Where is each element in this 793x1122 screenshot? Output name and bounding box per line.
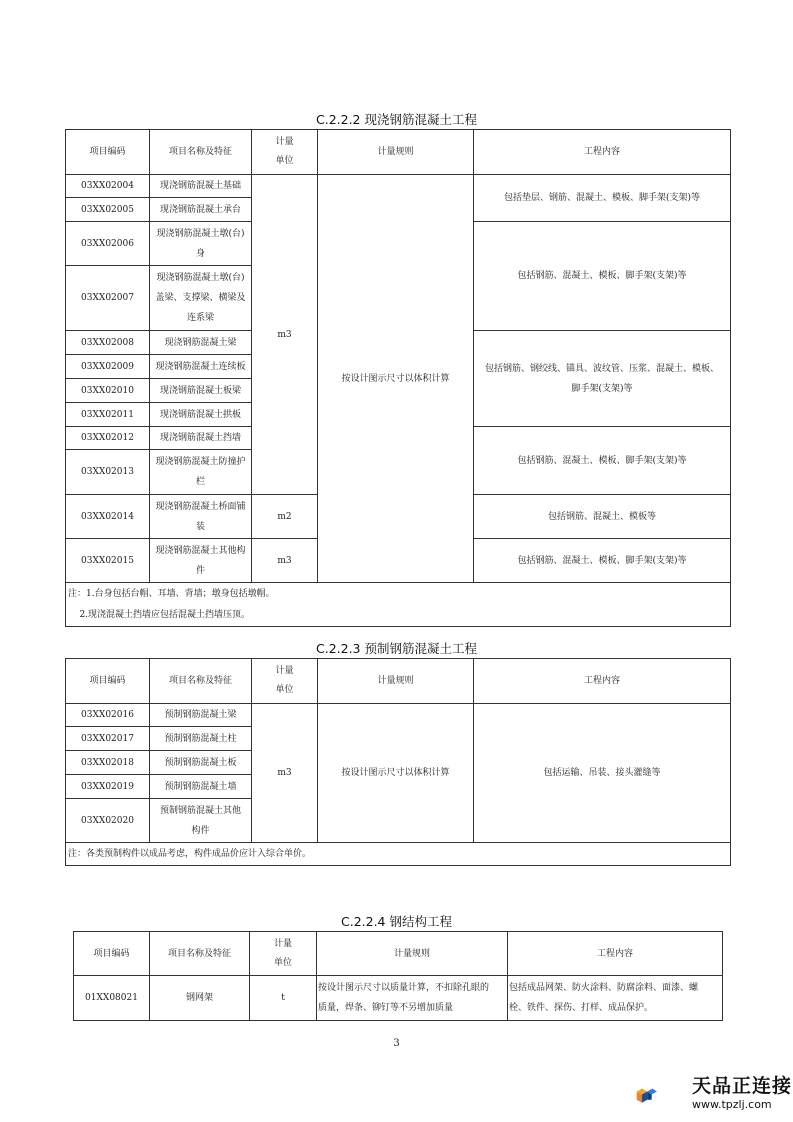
row-code: 03XX02012: [66, 427, 150, 450]
header-rule: 计量规则: [317, 932, 508, 976]
row-code: 03XX02020: [66, 799, 150, 843]
unit-cell: m3: [252, 539, 318, 583]
header-code: 项目编码: [74, 932, 150, 976]
row-code: 03XX02005: [66, 198, 150, 222]
header-code: 项目编码: [66, 659, 150, 704]
row-name: 现浇钢筋混凝土墩(台) 盖梁、支撑梁、横梁及 连系梁: [150, 266, 252, 331]
header-unit: 计量 单位: [252, 659, 318, 704]
content-cell: 包括垫层、钢筋、混凝土、模板、脚手架(支架)等: [474, 175, 731, 222]
row-name: 现浇钢筋混凝土防撞护 栏: [150, 450, 252, 495]
row-code: 01XX08021: [74, 976, 150, 1021]
row-code: 03XX02018: [66, 751, 150, 775]
row-code: 03XX02011: [66, 403, 150, 427]
unit-cell: m3: [252, 175, 318, 495]
table-cast-in-place: [65, 129, 731, 627]
row-name: 现浇钢筋混凝土板梁: [150, 379, 252, 403]
row-name: 现浇钢筋混凝土连续板: [150, 355, 252, 379]
row-code: 03XX02013: [66, 450, 150, 495]
rule-cell: 按设计图示尺寸以体积计算: [318, 704, 474, 843]
header-content: 工程内容: [474, 659, 731, 704]
note-line: 2.现浇混凝土挡墙应包括混凝土挡墙压顶。: [68, 609, 251, 620]
row-code: 03XX02014: [66, 495, 150, 539]
row-name: 现浇钢筋混凝土其他构 件: [150, 539, 252, 583]
header-unit: 计量 单位: [250, 932, 317, 976]
content-cell: 包括钢筋、钢绞线、锚具、波纹管、压浆、混凝土、模板、 脚手架(支架)等: [474, 331, 731, 427]
row-code: 03XX02004: [66, 175, 150, 198]
row-code: 03XX02016: [66, 704, 150, 727]
row-code: 03XX02010: [66, 379, 150, 403]
header-rule: 计量规则: [318, 659, 474, 704]
row-name: 预制钢筋混凝土墙: [150, 775, 252, 799]
unit-cell: t: [250, 976, 317, 1021]
header-rule: 计量规则: [318, 130, 474, 175]
row-name: 现浇钢筋混凝土拱板: [150, 403, 252, 427]
row-name: 预制钢筋混凝土梁: [150, 704, 252, 727]
content-cell: 包括钢筋、混凝土、模板、脚手架(支架)等: [474, 222, 731, 331]
header-content: 工程内容: [474, 130, 731, 175]
table-steel: [73, 931, 723, 1021]
row-code: 03XX02015: [66, 539, 150, 583]
row-name: 预制钢筋混凝土板: [150, 751, 252, 775]
row-code: 03XX02008: [66, 331, 150, 355]
rule-cell: 按设计图示尺寸以质量计算，不扣除孔眼的 质量，焊条、铆钉等不另增加质量: [317, 976, 508, 1021]
table-note: 注：各类预制构件以成品考虑，构件成品价应计入综合单价。: [66, 843, 731, 866]
content-cell: 包括钢筋、混凝土、模板、脚手架(支架)等: [474, 539, 731, 583]
row-name: 现浇钢筋混凝土基础: [150, 175, 252, 198]
header-name: 项目名称及特征: [150, 130, 252, 175]
row-code: 03XX02007: [66, 266, 150, 331]
row-name: 现浇钢筋混凝土梁: [150, 331, 252, 355]
header-name: 项目名称及特征: [150, 932, 250, 976]
row-name: 现浇钢筋混凝土挡墙: [150, 427, 252, 450]
header-content: 工程内容: [508, 932, 723, 976]
row-code: 03XX02006: [66, 222, 150, 266]
page-number: 3: [393, 1038, 400, 1049]
unit-cell: m2: [252, 495, 318, 539]
row-name: 现浇钢筋混凝土墩(台) 身: [150, 222, 252, 266]
header-name: 项目名称及特征: [150, 659, 252, 704]
row-name: 预制钢筋混凝土其他 构件: [150, 799, 252, 843]
row-code: 03XX02017: [66, 727, 150, 751]
header-unit: 计量 单位: [252, 130, 318, 175]
unit-cell: m3: [252, 704, 318, 843]
watermark-name: 天品正连接: [692, 1075, 793, 1097]
note-line: 注：1.台身包括台帽、耳墙、背墙；墩身包括墩帽。: [68, 588, 275, 599]
brand-logo-icon: [636, 1074, 692, 1118]
section-title-steel: C.2.2.4 钢结构工程: [341, 914, 452, 929]
row-name: 现浇钢筋混凝土桥面铺 装: [150, 495, 252, 539]
content-cell: 包括运输、吊装、接头灌缝等: [474, 704, 731, 843]
row-name: 现浇钢筋混凝土承台: [150, 198, 252, 222]
row-code: 03XX02019: [66, 775, 150, 799]
watermark: [692, 1074, 792, 1112]
row-name: 预制钢筋混凝土柱: [150, 727, 252, 751]
section-title-precast: C.2.2.3 预制钢筋混凝土工程: [316, 641, 477, 656]
content-cell: 包括钢筋、混凝土、模板、脚手架(支架)等: [474, 427, 731, 495]
watermark-url: www.tpzlj.com: [692, 1098, 772, 1111]
table-note: [66, 583, 731, 627]
table-precast: [65, 658, 731, 866]
row-name: 钢网架: [150, 976, 250, 1021]
content-cell: 包括成品网架、防火涂料、防腐涂料、面漆、螺 栓、铁件、探伤、打样、成品保护。: [508, 976, 723, 1021]
row-code: 03XX02009: [66, 355, 150, 379]
header-code: 项目编码: [66, 130, 150, 175]
content-cell: 包括钢筋、混凝土、模板等: [474, 495, 731, 539]
rule-cell: 按设计图示尺寸以体积计算: [318, 175, 474, 583]
section-title-cast-in-place: C.2.2.2 现浇钢筋混凝土工程: [316, 112, 477, 127]
